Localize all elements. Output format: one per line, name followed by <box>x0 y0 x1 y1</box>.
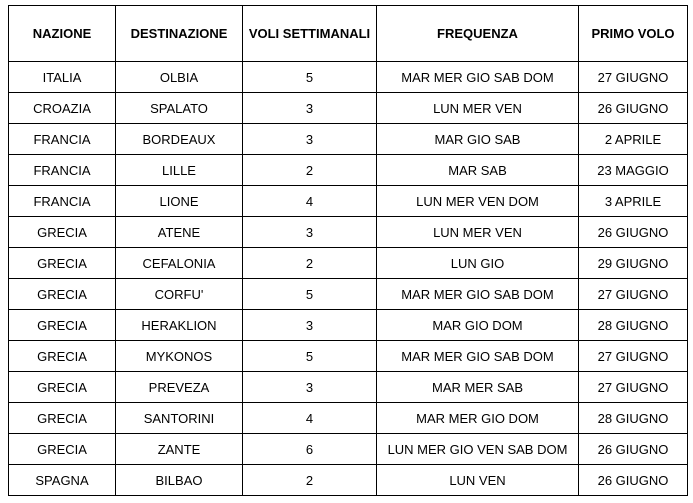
cell-nazione: FRANCIA <box>9 124 116 155</box>
cell-voli-settimanali: 5 <box>243 62 377 93</box>
cell-nazione: FRANCIA <box>9 186 116 217</box>
cell-primo-volo: 27 GIUGNO <box>579 372 688 403</box>
cell-destinazione: CORFU' <box>116 279 243 310</box>
table-row <box>9 341 688 372</box>
header-destinazione: DESTINAZIONE <box>116 6 243 62</box>
header-row <box>9 6 688 62</box>
cell-frequenza: MAR GIO DOM <box>377 310 579 341</box>
cell-voli-settimanali: 4 <box>243 186 377 217</box>
cell-nazione: GRECIA <box>9 434 116 465</box>
flight-table-container <box>8 5 688 496</box>
cell-frequenza: LUN GIO <box>377 248 579 279</box>
cell-primo-volo: 28 GIUGNO <box>579 403 688 434</box>
cell-nazione: GRECIA <box>9 310 116 341</box>
header-nazione: NAZIONE <box>9 6 116 62</box>
cell-frequenza: LUN MER VEN <box>377 93 579 124</box>
table-row <box>9 217 688 248</box>
cell-voli-settimanali: 3 <box>243 93 377 124</box>
cell-primo-volo: 26 GIUGNO <box>579 217 688 248</box>
header-primo-volo: PRIMO VOLO <box>579 6 688 62</box>
cell-voli-settimanali: 2 <box>243 248 377 279</box>
table-row <box>9 186 688 217</box>
cell-primo-volo: 27 GIUGNO <box>579 341 688 372</box>
table-row <box>9 310 688 341</box>
flight-table <box>8 5 688 496</box>
table-row <box>9 124 688 155</box>
table-row <box>9 62 688 93</box>
cell-primo-volo: 3 APRILE <box>579 186 688 217</box>
cell-nazione: GRECIA <box>9 372 116 403</box>
cell-nazione: FRANCIA <box>9 155 116 186</box>
cell-destinazione: LILLE <box>116 155 243 186</box>
cell-frequenza: MAR MER GIO DOM <box>377 403 579 434</box>
cell-voli-settimanali: 3 <box>243 124 377 155</box>
cell-primo-volo: 29 GIUGNO <box>579 248 688 279</box>
cell-nazione: CROAZIA <box>9 93 116 124</box>
cell-destinazione: MYKONOS <box>116 341 243 372</box>
table-row <box>9 155 688 186</box>
cell-primo-volo: 27 GIUGNO <box>579 62 688 93</box>
cell-voli-settimanali: 3 <box>243 217 377 248</box>
cell-primo-volo: 26 GIUGNO <box>579 465 688 496</box>
cell-destinazione: BORDEAUX <box>116 124 243 155</box>
header-frequenza: FREQUENZA <box>377 6 579 62</box>
header-voli-settimanali: VOLI SETTIMANALI <box>243 6 377 62</box>
cell-destinazione: CEFALONIA <box>116 248 243 279</box>
cell-frequenza: LUN MER VEN <box>377 217 579 248</box>
cell-primo-volo: 2 APRILE <box>579 124 688 155</box>
cell-frequenza: LUN MER GIO VEN SAB DOM <box>377 434 579 465</box>
cell-primo-volo: 26 GIUGNO <box>579 434 688 465</box>
cell-destinazione: SPALATO <box>116 93 243 124</box>
cell-primo-volo: 28 GIUGNO <box>579 310 688 341</box>
table-row <box>9 465 688 496</box>
cell-frequenza: MAR MER GIO SAB DOM <box>377 341 579 372</box>
cell-primo-volo: 23 MAGGIO <box>579 155 688 186</box>
cell-nazione: ITALIA <box>9 62 116 93</box>
table-row <box>9 403 688 434</box>
table-header <box>9 6 688 62</box>
cell-frequenza: MAR GIO SAB <box>377 124 579 155</box>
cell-voli-settimanali: 5 <box>243 341 377 372</box>
cell-voli-settimanali: 6 <box>243 434 377 465</box>
cell-nazione: GRECIA <box>9 217 116 248</box>
table-row <box>9 372 688 403</box>
cell-frequenza: MAR MER GIO SAB DOM <box>377 279 579 310</box>
cell-destinazione: SANTORINI <box>116 403 243 434</box>
cell-frequenza: MAR MER GIO SAB DOM <box>377 62 579 93</box>
cell-nazione: GRECIA <box>9 341 116 372</box>
cell-destinazione: PREVEZA <box>116 372 243 403</box>
cell-destinazione: ZANTE <box>116 434 243 465</box>
cell-frequenza: LUN VEN <box>377 465 579 496</box>
cell-nazione: GRECIA <box>9 403 116 434</box>
table-row <box>9 434 688 465</box>
cell-nazione: GRECIA <box>9 279 116 310</box>
cell-nazione: SPAGNA <box>9 465 116 496</box>
cell-frequenza: MAR SAB <box>377 155 579 186</box>
cell-voli-settimanali: 3 <box>243 310 377 341</box>
cell-destinazione: OLBIA <box>116 62 243 93</box>
table-row <box>9 93 688 124</box>
cell-voli-settimanali: 3 <box>243 372 377 403</box>
cell-voli-settimanali: 4 <box>243 403 377 434</box>
cell-destinazione: LIONE <box>116 186 243 217</box>
cell-voli-settimanali: 2 <box>243 465 377 496</box>
cell-destinazione: BILBAO <box>116 465 243 496</box>
cell-frequenza: LUN MER VEN DOM <box>377 186 579 217</box>
cell-frequenza: MAR MER SAB <box>377 372 579 403</box>
cell-voli-settimanali: 5 <box>243 279 377 310</box>
cell-primo-volo: 26 GIUGNO <box>579 93 688 124</box>
table-body <box>9 62 688 496</box>
cell-destinazione: HERAKLION <box>116 310 243 341</box>
table-row <box>9 248 688 279</box>
cell-primo-volo: 27 GIUGNO <box>579 279 688 310</box>
cell-voli-settimanali: 2 <box>243 155 377 186</box>
table-row <box>9 279 688 310</box>
cell-nazione: GRECIA <box>9 248 116 279</box>
cell-destinazione: ATENE <box>116 217 243 248</box>
